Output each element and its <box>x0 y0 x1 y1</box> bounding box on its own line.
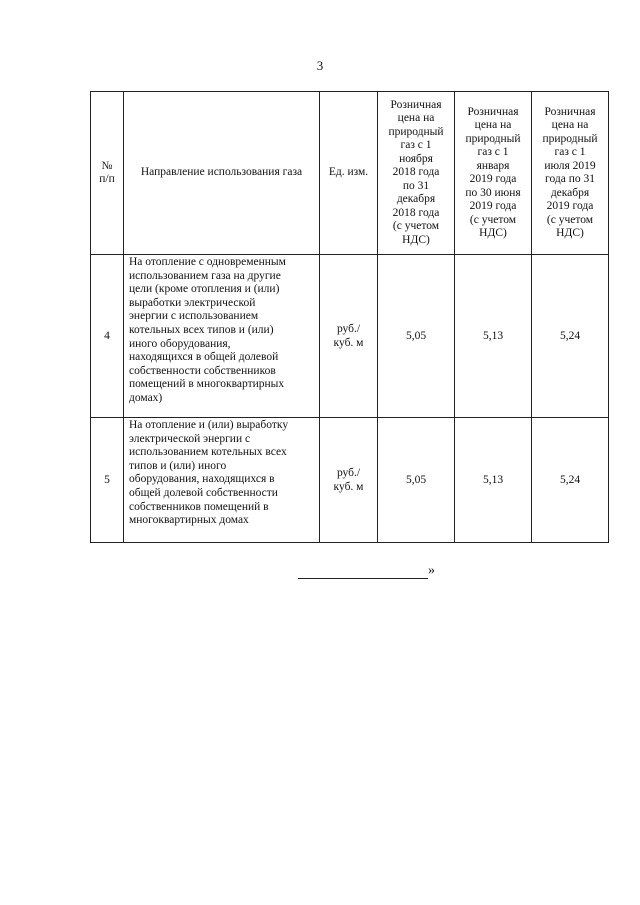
header-price-jan2019 <box>455 92 532 255</box>
gas-price-table <box>90 91 609 543</box>
row-price-jan2019: 5,13 <box>455 418 532 543</box>
row-direction: На отопление с одновременным использованием газа на другие цели (кроме отопления и (или) выработки электрической энергии с использованием котельных всех типов и (или) иного оборудования, находящихся в общей долевой собственности собственников помещений в многоквартирных домах) <box>124 255 320 418</box>
row-number: 5 <box>91 418 124 543</box>
header-price-nov2018 <box>378 92 455 255</box>
header-unit-text: Ед. изм. <box>328 166 369 179</box>
row-price-jul2019: 5,24 <box>532 255 609 418</box>
closing-quote: » <box>428 563 435 578</box>
header-unit <box>320 92 378 255</box>
header-direction-text: Направление использования газа <box>140 166 303 179</box>
row-price-nov2018: 5,05 <box>378 255 455 418</box>
row-price-nov2018: 5,05 <box>378 418 455 543</box>
row-unit: руб./ куб. м <box>320 418 378 543</box>
table-header-row <box>91 92 609 255</box>
closing-line <box>298 563 444 579</box>
header-number <box>91 92 124 255</box>
row-direction: На отопление и (или) выработку электрической энергии с использованием котельных всех типов и (или) иного оборудования, находящихся в общей долевой собственности собственников помещений в многоквартирных домах <box>124 418 320 543</box>
table-row <box>91 418 609 543</box>
header-number-text: № п/п <box>99 159 115 185</box>
header-direction <box>124 92 320 255</box>
row-price-jul2019: 5,24 <box>532 418 609 543</box>
signature-underline <box>298 566 428 579</box>
row-number: 4 <box>91 255 124 418</box>
header-price-nov2018-text: Розничная цена на природный газ с 1 ноября 2018 года по 31 декабря 2018 года (с учетом НДС) <box>388 98 444 246</box>
header-price-jul2019 <box>532 92 609 255</box>
page-number: 3 <box>316 58 324 73</box>
table-row <box>91 255 609 418</box>
row-unit: руб./ куб. м <box>320 255 378 418</box>
row-price-jan2019: 5,13 <box>455 255 532 418</box>
header-price-jul2019-text: Розничная цена на природный газ с 1 июля 2019 года по 31 декабря 2019 года (с учетом НДС) <box>542 105 598 239</box>
header-price-jan2019-text: Розничная цена на природный газ с 1 января 2019 года по 30 июня 2019 года (с учетом НДС) <box>465 105 521 239</box>
